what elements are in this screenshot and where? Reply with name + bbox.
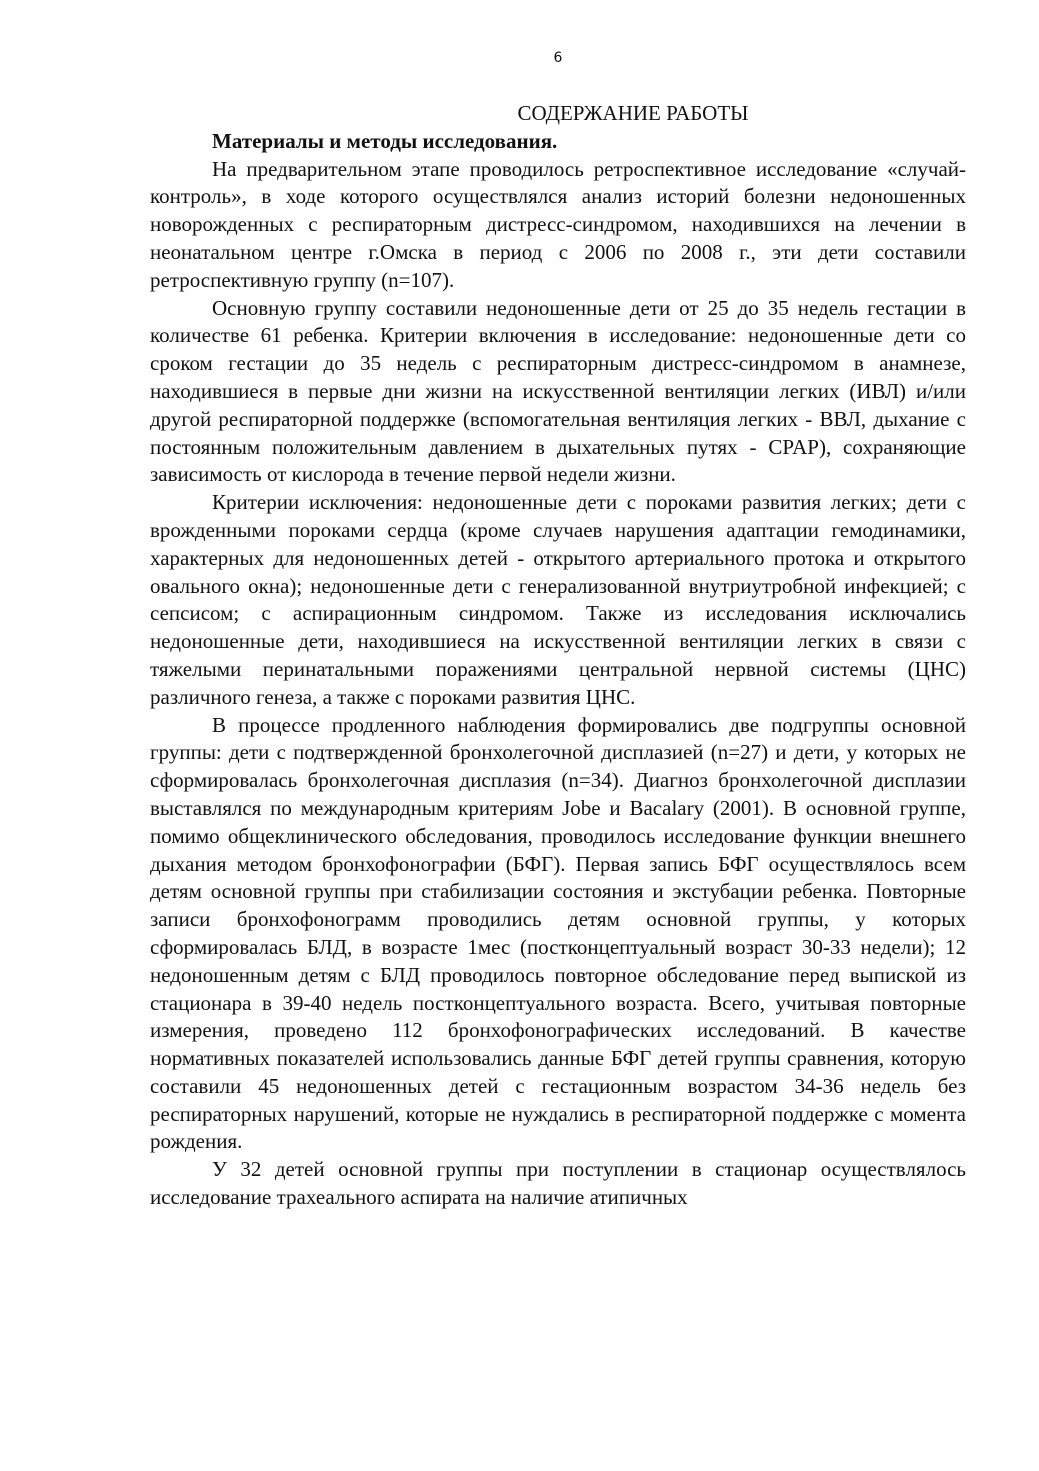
paragraph-tracheal-aspirate: У 32 детей основной группы при поступлении в стационар осуществлялось исследование трахеального аспирата на наличие атипичных: [150, 1157, 966, 1210]
document-title: СОДЕРЖАНИЕ РАБОТЫ: [517, 101, 749, 125]
section-heading: Материалы и методы исследования.: [212, 128, 558, 153]
paragraph-exclusion-criteria: Критерии исключения: недоношенные дети с пороками развития легких; дети с врожденными пороками сердца (кроме случаев нарушения адаптации гемодинамики, характерных для недоношенных детей - открытого артериального протока и открытого овального окна); недоношенные дети с генерализованной внутриутробной инфекцией; с сепсисом; с аспирационным синдромом. Также из исследования исключались недоношенные дети, находившиеся на искусственной вентиляции легких в связи с тяжелыми перинатальными поражениями центральной нервной системы (ЦНС) различного генеза, а также с пороками развития ЦНС.: [150, 490, 966, 709]
paragraph-retrospective-study: На предварительном этапе проводилось ретроспективное исследование «случай-контроль», в ходе которого осуществлялся анализ историй болезни недоношенных новорожденных с респираторным дистресс-синдромом, находившихся на лечении в неонатальном центре г.Омска в период с 2006 по 2008 г., эти дети составили ретроспективную группу (n=107).: [150, 156, 966, 292]
document-body: [150, 100, 966, 1212]
paragraph-subgroups: В процессе продленного наблюдения формировались две подгруппы основной группы: дети с подтвержденной бронхолегочной дисплазией (n=27) и дети, у которых не сформировалась бронхолегочная дисплазия (n=34). Диагноз бронхолегочной дисплазии выставлялся по международным критериям Jobe и Bacalary (2001). В основной группе, помимо общеклинического обследования, проводилось исследование функции внешнего дыхания методом бронхофонографии (БФГ). Первая запись БФГ осуществлялось всем детям основной группы при стабилизации состояния и экстубации ребенка. Повторные записи бронхофонограмм проводились детям основной группы, у которых сформировалась БЛД, в возрасте 1мес (постконцептуальный возраст 30-33 недели); 12 недоношенным детям с БЛД проводилось повторное обследование перед выпиской из стационара в 39-40 недель постконцептуального возраста. Всего, учитывая повторные измерения, проведено 112 бронхофонографических исследований. В качестве нормативных показателей использовались данные БФГ детей группы сравнения, которую составили 45 недоношенных детей с гестационным возрастом 34-36 недель без респираторных нарушений, которые не нуждались в респираторной поддержке с момента рождения.: [150, 712, 966, 1154]
paragraph-main-group: Основную группу составили недоношенные дети от 25 до 35 недель гестации в количестве 61 ребенка. Критерии включения в исследование: недоношенные дети со сроком гестации до 35 недель с респираторным дистресс-синдромом в анамнезе, находившиеся в первые дни жизни на искусственной вентиляции легких (ИВЛ) и/или другой респираторной поддержке (вспомогательная вентиляция легких - ВВЛ, дыхание с постоянным положительным давлением в дыхательных путях - CPAP), сохраняющие зависимость от кислорода в течение первой недели жизни.: [150, 295, 966, 487]
page-number: 6: [553, 50, 563, 66]
